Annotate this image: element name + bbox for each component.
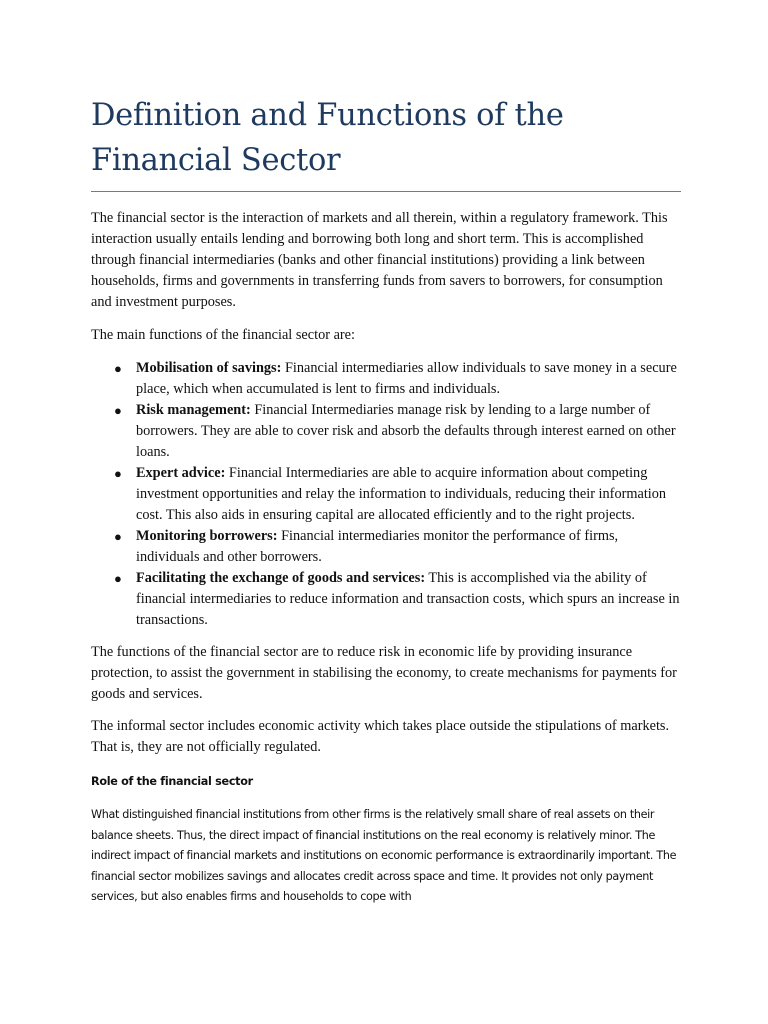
function-text: Financial intermediaries monitor the performance of firms, individuals and other borrowers. — [136, 528, 619, 565]
function-term: Expert advice: — [136, 465, 226, 481]
functions-list — [91, 358, 681, 631]
list-item — [91, 358, 681, 400]
document-title: Definition and Functions of the Financial Sector — [91, 98, 564, 178]
title-underline — [91, 191, 681, 192]
function-term: Facilitating the exchange of goods and services: — [136, 570, 426, 586]
bullet-icon: ● — [114, 403, 122, 418]
function-text: Financial intermediaries allow individuals to save money in a secure place, which when accumulated is lent to firms and individuals. — [136, 360, 677, 397]
informal-sector-paragraph: The informal sector includes economic activity which takes place outside the stipulations of markets. That is, they are not officially regulated. — [91, 718, 670, 755]
functions-intro: The main functions of the financial sector are: — [91, 327, 355, 343]
list-item — [91, 463, 681, 526]
intro-paragraph: The financial sector is the interaction of markets and all therein, within a regulatory framework. This interaction usually entails lending and borrowing both long and short term. This is accomplished through financial intermediaries (banks and other financial institutions) providing a link between households, firms and governments in transferring funds from savers to borrowers, for consumption and investment purposes. — [91, 210, 668, 310]
function-text: Financial Intermediaries are able to acquire information about competing investment opportunities and relay the information to individuals, reducing their information cost. This also aids in ensuring capital are allocated efficiently and to the right projects. — [136, 465, 667, 523]
function-term: Mobilisation of savings: — [136, 360, 282, 376]
bullet-icon: ● — [114, 529, 122, 544]
bullet-icon: ● — [114, 571, 122, 586]
function-term: Monitoring borrowers: — [136, 528, 278, 544]
list-item — [91, 526, 681, 568]
function-text: This is accomplished via the ability of financial intermediaries to reduce information and transaction costs, which spurs an increase in transactions. — [136, 570, 680, 628]
functions-summary-paragraph: The functions of the financial sector are to reduce risk in economic life by providing insurance protection, to assist the government in stabilising the economy, to create mechanisms for payments for goods and services. — [91, 644, 677, 702]
function-text: Financial Intermediaries manage risk by lending to a large number of borrowers. They are able to cover risk and absorb the defaults through interest earned on other loans. — [136, 402, 676, 460]
list-item — [91, 400, 681, 463]
function-term: Risk management: — [136, 402, 251, 418]
bullet-icon: ● — [114, 466, 122, 481]
role-paragraph: What distinguished financial institutions from other firms is the relatively small share of real assets on their balance sheets. Thus, the direct impact of financial institutions on the real economy is relatively minor. The indirect impact of financial markets and institutions on economic performance is extraordinarily important. The financial sector mobilizes savings and allocates credit across space and time. It provides not only payment services, but also enables firms and households to cope with — [91, 808, 677, 903]
section-heading: Role of the financial sector — [91, 775, 253, 788]
document-page — [91, 0, 681, 908]
list-item — [91, 568, 681, 631]
bullet-icon: ● — [114, 361, 122, 376]
